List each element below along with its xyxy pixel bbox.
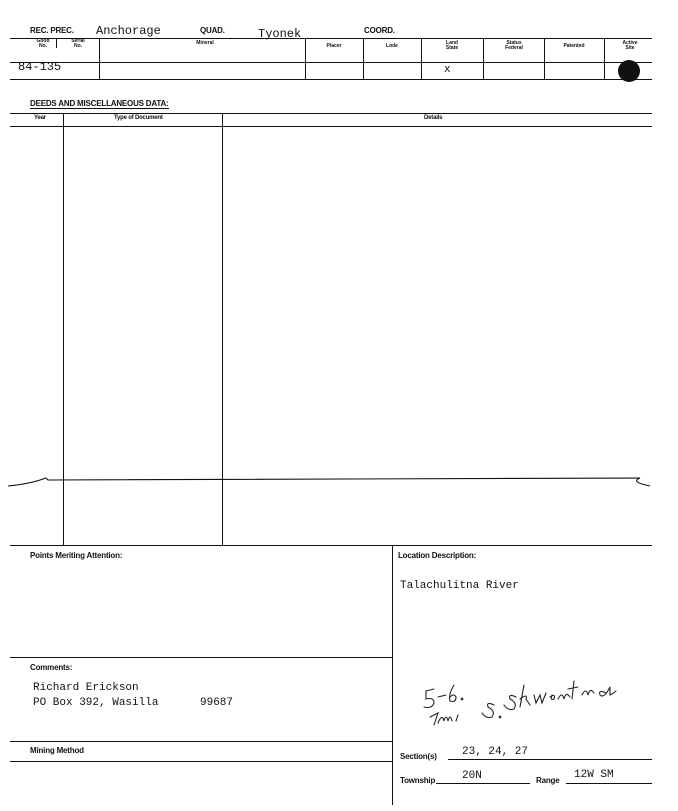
comment-name: Richard Erickson [33, 682, 139, 694]
col-placer: Placer [326, 43, 342, 49]
points-label: Points Meriting Attention: [30, 551, 123, 560]
col-patented: Patented [563, 43, 585, 49]
land-state-mark: x [444, 64, 451, 76]
deeds-col-year: Year [34, 115, 46, 121]
col-land-state: Land State [445, 40, 459, 51]
active-site-dot [618, 60, 640, 82]
location-label: Location Description: [398, 551, 477, 560]
coord-label: COORD. [364, 26, 395, 35]
quad-value: Tyonek [258, 27, 302, 41]
col-serial-no: Serial No. [71, 38, 85, 49]
fold-line [0, 470, 678, 494]
section-label: Section(s) [400, 752, 437, 761]
range-value: 12W SM [574, 769, 614, 781]
record-number: 84-135 [18, 60, 62, 74]
comments-label: Comments: [30, 663, 73, 672]
range-label: Range [536, 776, 560, 785]
rec-prec-label: REC. PREC. [30, 26, 74, 35]
deeds-col-details: Details [424, 115, 443, 121]
col-active-site: Active Site [622, 40, 638, 51]
col-status-federal: Status Federal [505, 40, 523, 51]
deeds-title: DEEDS AND MISCELLANEOUS DATA: [30, 99, 169, 108]
rec-prec-value: Anchorage [96, 24, 161, 38]
handwritten-note [416, 655, 646, 730]
township-label: Township [400, 776, 436, 785]
quad-label: QUAD. [200, 26, 225, 35]
section-value: 23, 24, 27 [462, 746, 529, 758]
township-value: 20N [462, 770, 482, 782]
col-good-no: Good No. [36, 38, 50, 49]
comment-zip: 99687 [200, 697, 234, 709]
comment-address: PO Box 392, Wasilla [33, 697, 159, 709]
col-mineral: Mineral [196, 40, 214, 46]
deeds-col-type: Type of Document [114, 115, 163, 121]
col-lode: Lode [386, 43, 398, 49]
location-value: Talachulitna River [400, 580, 519, 592]
mining-label: Mining Method [30, 746, 84, 755]
